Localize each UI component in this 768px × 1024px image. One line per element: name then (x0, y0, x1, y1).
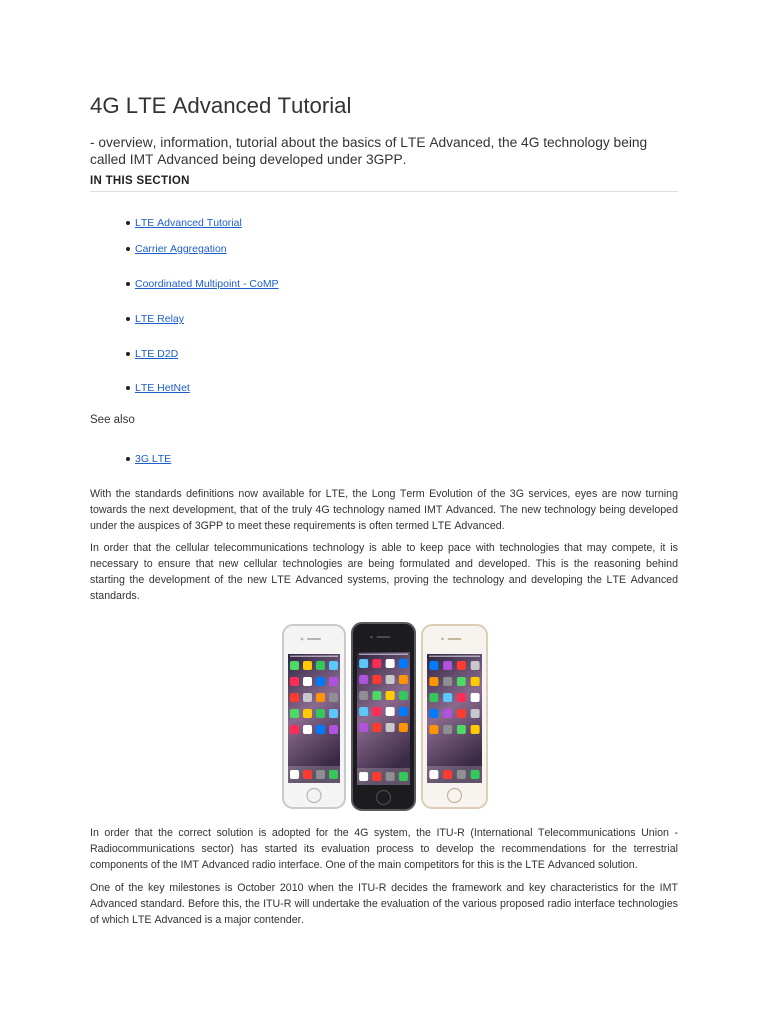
body-paragraph: In order that the correct solution is adopted for the 4G system, the ITU-R (International Telecommunications Union - Radiocommunications sector) has started its evaluation process to develop the recommendations for the terrestrial components of the IMT Advanced radio interface. One of the main competitors for this is the LTE Advanced solution. (90, 827, 678, 871)
app-icon (359, 707, 368, 716)
app-icon (386, 675, 395, 684)
dock-icon (372, 772, 381, 781)
speaker-slit (448, 638, 462, 640)
page-title: 4G LTE Advanced Tutorial (90, 93, 352, 118)
camera-lens (441, 638, 444, 641)
camera-lens (301, 638, 304, 641)
app-icon (316, 661, 325, 670)
app-icon (457, 725, 466, 734)
bullet-icon (126, 457, 130, 461)
phone (283, 625, 345, 808)
app-icon (316, 709, 325, 718)
link-lte-relay[interactable]: LTE Relay (135, 313, 185, 325)
app-icon (303, 693, 312, 702)
link-lte-hetnet[interactable]: LTE HetNet (135, 382, 190, 394)
phone-screen (288, 654, 340, 783)
app-icon (386, 659, 395, 668)
app-icon (471, 709, 480, 718)
dock-icon (359, 772, 368, 781)
app-icon (316, 725, 325, 734)
phones-illustration (280, 618, 492, 812)
app-icon (329, 677, 338, 686)
dock-icon (386, 772, 395, 781)
dock-icon (290, 770, 299, 779)
app-icon (359, 691, 368, 700)
app-icon (303, 677, 312, 686)
app-icon (429, 661, 438, 670)
app-icon (290, 693, 299, 702)
dock-icon (399, 772, 408, 781)
app-icon (386, 691, 395, 700)
app-icon (399, 707, 408, 716)
app-icon (443, 693, 452, 702)
app-icon (290, 661, 299, 670)
link-coordinated-multipoint[interactable]: Coordinated Multipoint - CoMP (135, 278, 279, 290)
phone-screen (357, 652, 410, 785)
app-icon (429, 709, 438, 718)
bullet-icon (126, 221, 130, 225)
app-icon (429, 693, 438, 702)
app-icon (329, 693, 338, 702)
phones-image (280, 618, 492, 812)
status-bar (290, 656, 338, 658)
see-also-label: See also (90, 414, 135, 426)
phone (422, 625, 487, 808)
app-icon (359, 659, 368, 668)
app-icon (372, 675, 381, 684)
page-subtitle: - overview, information, tutorial about the basics of LTE Advanced, the 4G technology being called IMT Advanced being developed under 3GPP. (90, 135, 648, 167)
dock-icon (443, 770, 452, 779)
app-icon (399, 675, 408, 684)
bullet-icon (126, 352, 130, 356)
status-bar (359, 654, 408, 656)
app-icon (316, 677, 325, 686)
dock-icon (303, 770, 312, 779)
app-icon (372, 659, 381, 668)
dock-icon (316, 770, 325, 779)
app-icon (443, 661, 452, 670)
link-carrier-aggregation[interactable]: Carrier Aggregation (135, 243, 227, 255)
app-icon (457, 693, 466, 702)
app-icon (386, 707, 395, 716)
app-icon (359, 723, 368, 732)
app-icon (290, 677, 299, 686)
app-icon (303, 725, 312, 734)
body-paragraph: One of the key milestones is October 2010 when the ITU-R decides the framework and key characteristics for the IMT Advanced standard. Before this, the ITU-R will undertake the evaluation of the various proposed radio interface technologies of which LTE Advanced is a major contender. (90, 882, 678, 926)
bullet-icon (126, 282, 130, 286)
app-icon (329, 725, 338, 734)
app-icon (457, 709, 466, 718)
app-icon (399, 691, 408, 700)
dock-icon (429, 770, 438, 779)
link-lte-d2d[interactable]: LTE D2D (135, 348, 179, 360)
phone (352, 623, 415, 810)
speaker-slit (307, 638, 321, 640)
dock-icon (457, 770, 466, 779)
app-icon (303, 661, 312, 670)
app-icon (457, 661, 466, 670)
phone-screen (427, 654, 482, 783)
app-icon (429, 677, 438, 686)
app-icon (471, 677, 480, 686)
app-icon (457, 677, 466, 686)
app-icon (386, 723, 395, 732)
speaker-slit (377, 636, 391, 638)
app-icon (399, 723, 408, 732)
camera-lens (370, 636, 373, 639)
app-icon (471, 725, 480, 734)
app-icon (443, 677, 452, 686)
app-icon (329, 709, 338, 718)
app-icon (443, 725, 452, 734)
app-icon (471, 693, 480, 702)
body-paragraph: With the standards definitions now available for LTE, the Long Term Evolution of the 3G services, eyes are now turning towards the next development, that of the truly 4G technology named IMT Advanced. The new technology being developed under the auspices of 3GPP to meet these requirements is often termed LTE Advanced. (90, 488, 678, 532)
link-lte-advanced-tutorial[interactable]: LTE Advanced Tutorial (135, 217, 242, 229)
app-icon (429, 725, 438, 734)
app-icon (359, 675, 368, 684)
app-icon (372, 723, 381, 732)
bullet-icon (126, 317, 130, 321)
app-icon (399, 659, 408, 668)
app-icon (471, 661, 480, 670)
dock-icon (329, 770, 338, 779)
app-icon (316, 693, 325, 702)
app-icon (372, 707, 381, 716)
status-bar (429, 656, 480, 658)
section-divider (90, 191, 678, 192)
bullet-icon (126, 386, 130, 390)
app-icon (372, 691, 381, 700)
app-icon (290, 709, 299, 718)
section-heading: IN THIS SECTION (90, 175, 190, 187)
app-icon (329, 661, 338, 670)
link-3g-lte[interactable]: 3G LTE (135, 453, 172, 465)
dock-icon (471, 770, 480, 779)
app-icon (443, 709, 452, 718)
app-icon (303, 709, 312, 718)
app-icon (290, 725, 299, 734)
bullet-icon (126, 247, 130, 251)
body-paragraph: In order that the cellular telecommunications technology is able to keep pace with technologies that may compete, it is necessary to ensure that new cellular technologies are being formulated and developed. This is the reasoning behind starting the development of the new LTE Advanced systems, proving the technology and developing the LTE Advanced standards. (90, 542, 678, 602)
